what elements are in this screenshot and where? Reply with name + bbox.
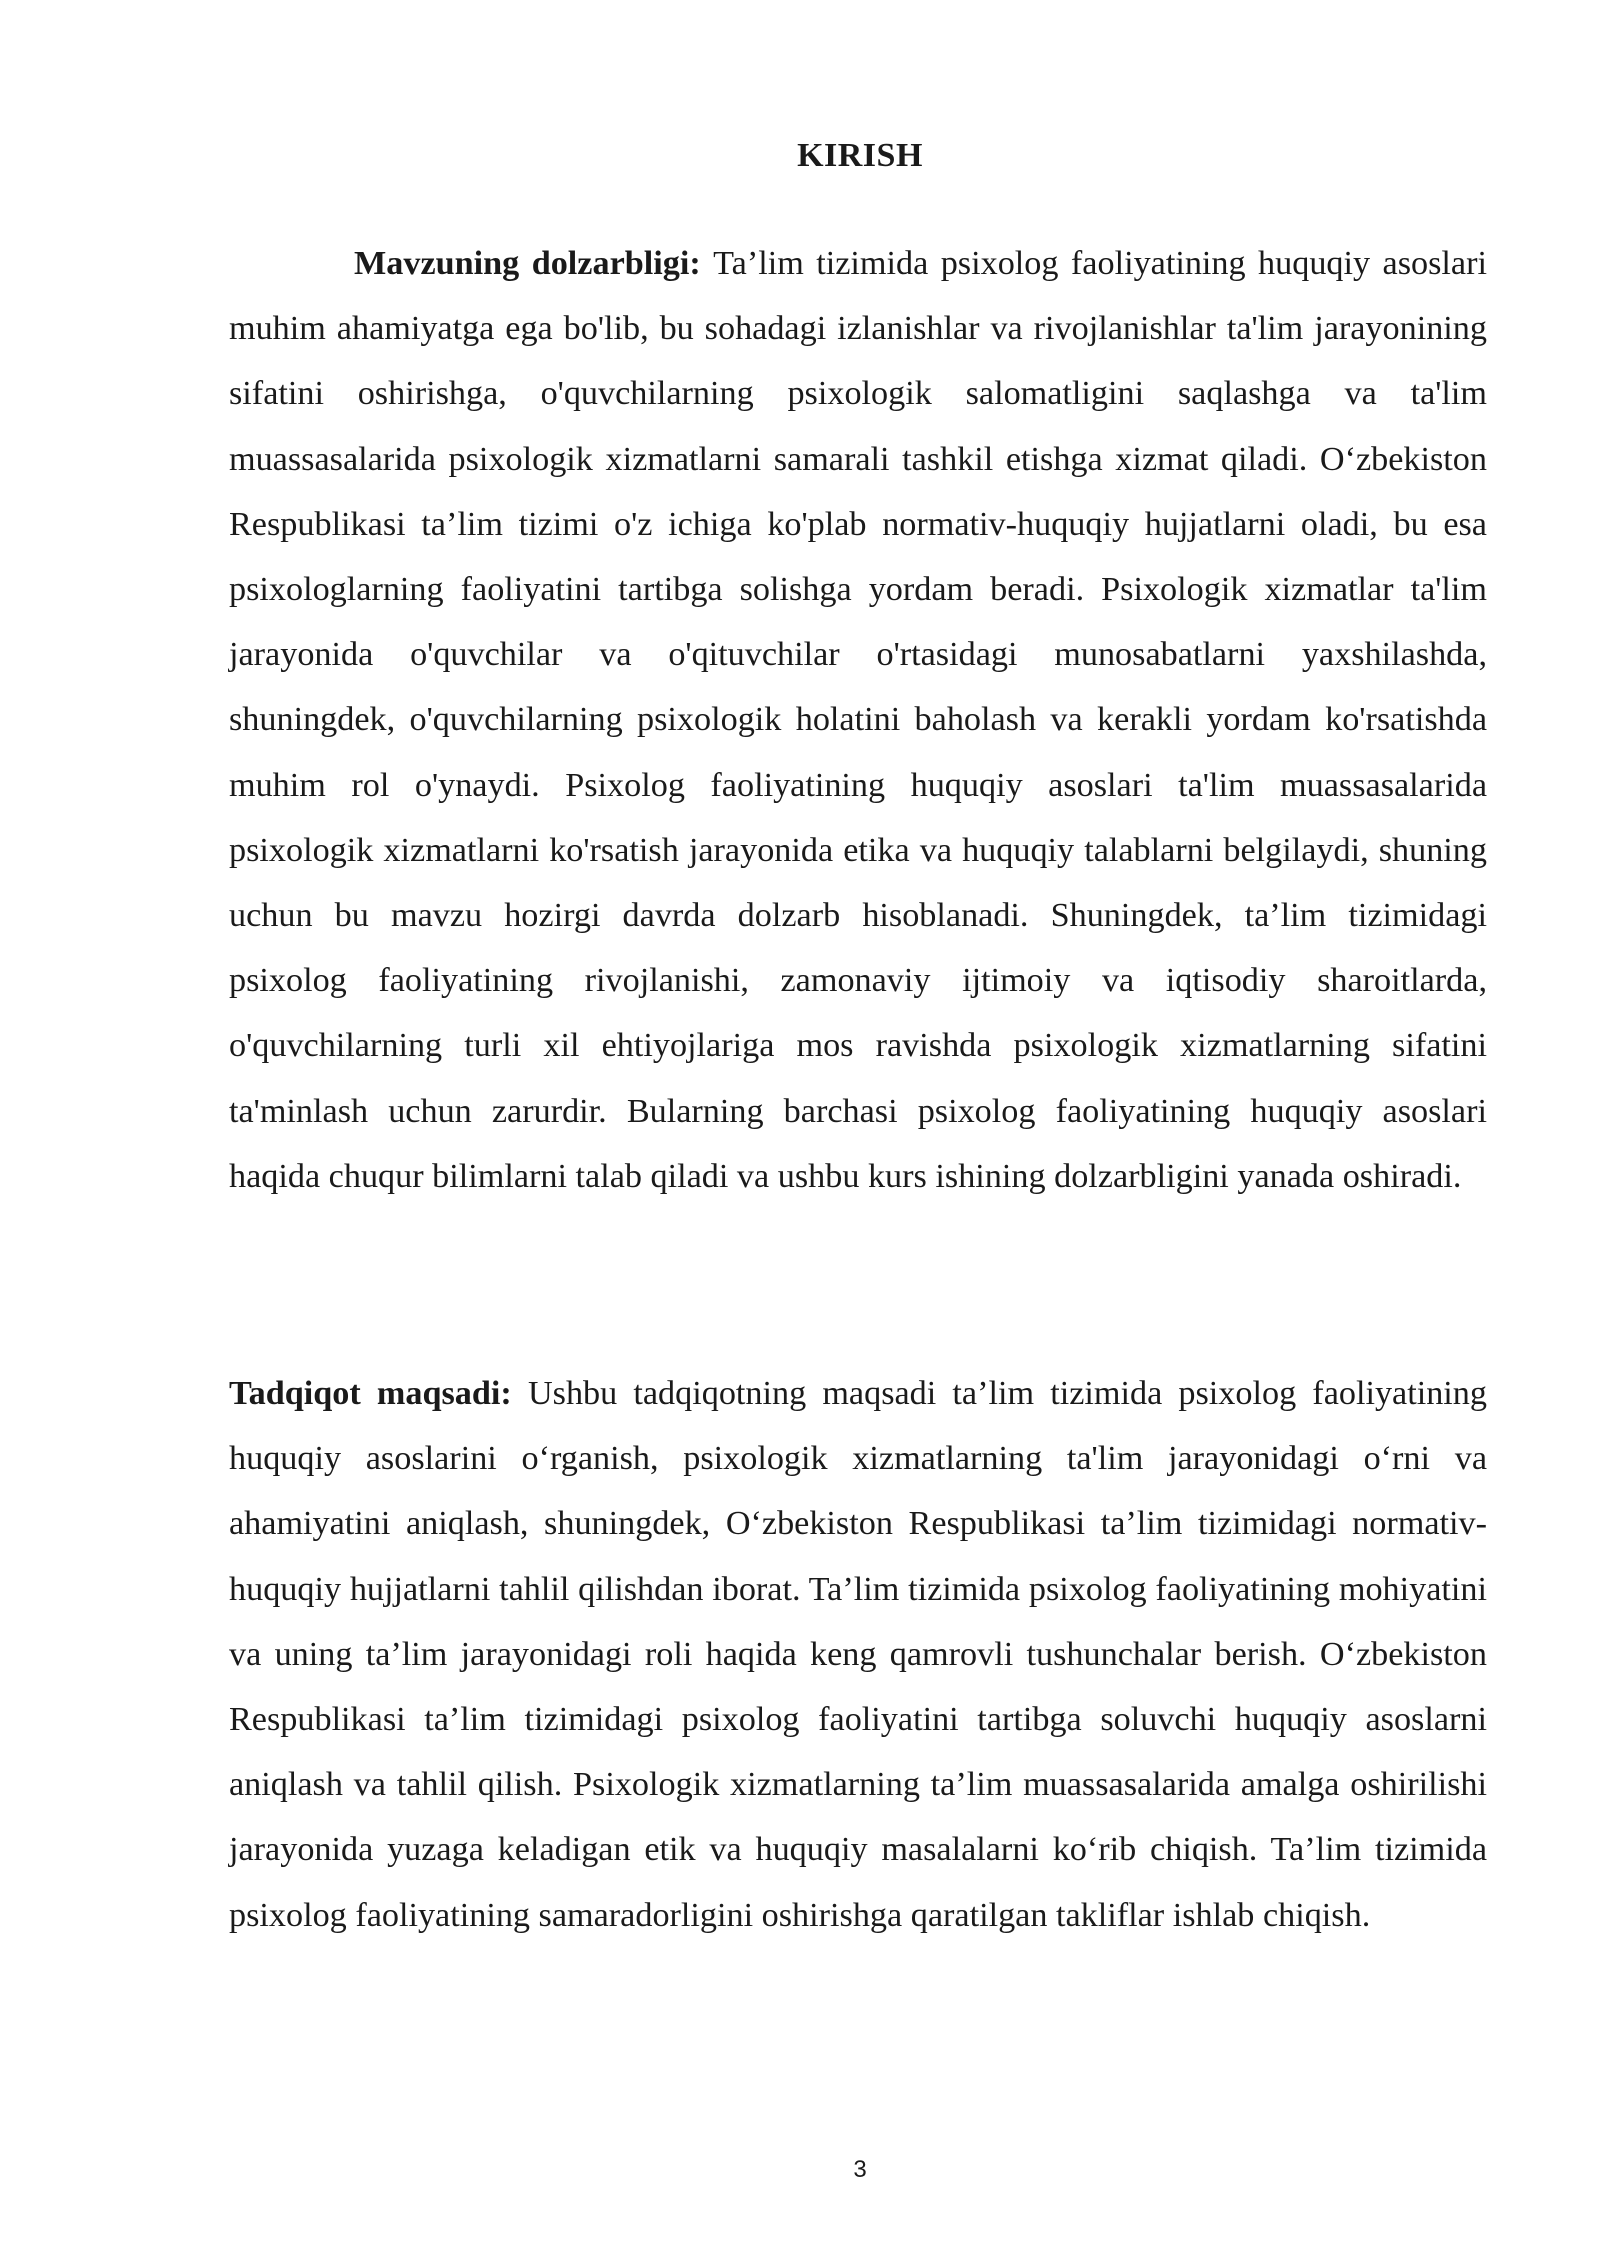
paragraph-relevance [229, 231, 1487, 1209]
paragraph-research-goal [229, 1361, 1487, 1948]
page-number: 3 [853, 2156, 867, 2183]
paragraph-relevance-text: Ta’lim tizimida psixolog faoliyatining huquqiy asoslari muhim ahamiyatga ega bo'lib, bu sohadagi izlanishlar va rivojlanishlar ta'lim jarayonining sifatini oshirishga, o'quvchilarning psixologik salomatligini saqlashga va ta'lim muassasalarida psixologik xizmatlarni samarali tashkil etishga xizmat qiladi. O‘zbekiston Respublikasi ta’lim tizimi o'z ichiga ko'plab normativ-huquqiy hujjatlarni oladi, bu esa psixologlarning faoliyatini tartibga solishga yordam beradi. Psixologik xizmatlar ta'lim jarayonida o'quvchilar va o'qituvchilar o'rtasidagi munosabatlarni yaxshilashda, shuningdek, o'quvchilarning psixologik holatini baholash va kerakli yordam ko'rsatishda muhim rol o'ynaydi. Psixolog faoliyatining huquqiy asoslari ta'lim muassasalarida psixologik xizmatlarni ko'rsatish jarayonida etika va huquqiy talablarni belgilaydi, shuning uchun bu mavzu hozirgi davrda dolzarb hisoblanadi. Shuningdek, ta’lim tizimidagi psixolog faoliyatining rivojlanishi, zamonaviy ijtimoiy va iqtisodiy sharoitlarda, o'quvchilarning turli xil ehtiyojlariga mos ravishda psixologik xizmatlarning sifatini ta'minlash uchun zarurdir. Bularning barchasi psixolog faoliyatining huquqiy asoslari haqida chuqur bilimlarni talab qiladi va ushbu kurs ishining dolzarbligini yanada oshiradi. [229, 245, 1487, 1195]
paragraph-relevance-lead: Mavzuning dolzarbligi: [354, 245, 714, 282]
page-title: KIRISH [797, 137, 923, 174]
paragraph-research-goal-lead: Tadqiqot maqsadi: [229, 1375, 528, 1412]
paragraph-research-goal-text: Ushbu tadqiqotning maqsadi ta’lim tizimida psixolog faoliyatining huquqiy asoslarini o‘rganish, psixologik xizmatlarning ta'lim jarayonidagi o‘rni va ahamiyatini aniqlash, shuningdek, O‘zbekiston Respublikasi ta’lim tizimidagi normativ-huquqiy hujjatlarni tahlil qilishdan iborat. Ta’lim tizimida psixolog faoliyatining mohiyatini va uning ta’lim jarayonidagi roli haqida keng qamrovli tushunchalar berish. O‘zbekiston Respublikasi ta’lim tizimidagi psixolog faoliyatini tartibga soluvchi huquqiy asoslarni aniqlash va tahlil qilish. Psixologik xizmatlarning ta’lim muassasalarida amalga oshirilishi jarayonida yuzaga keladigan etik va huquqiy masalalarni ko‘rib chiqish. Ta’lim tizimida psixolog faoliyatining samaradorligini oshirishga qaratilgan takliflar ishlab chiqish. [229, 1375, 1487, 1934]
